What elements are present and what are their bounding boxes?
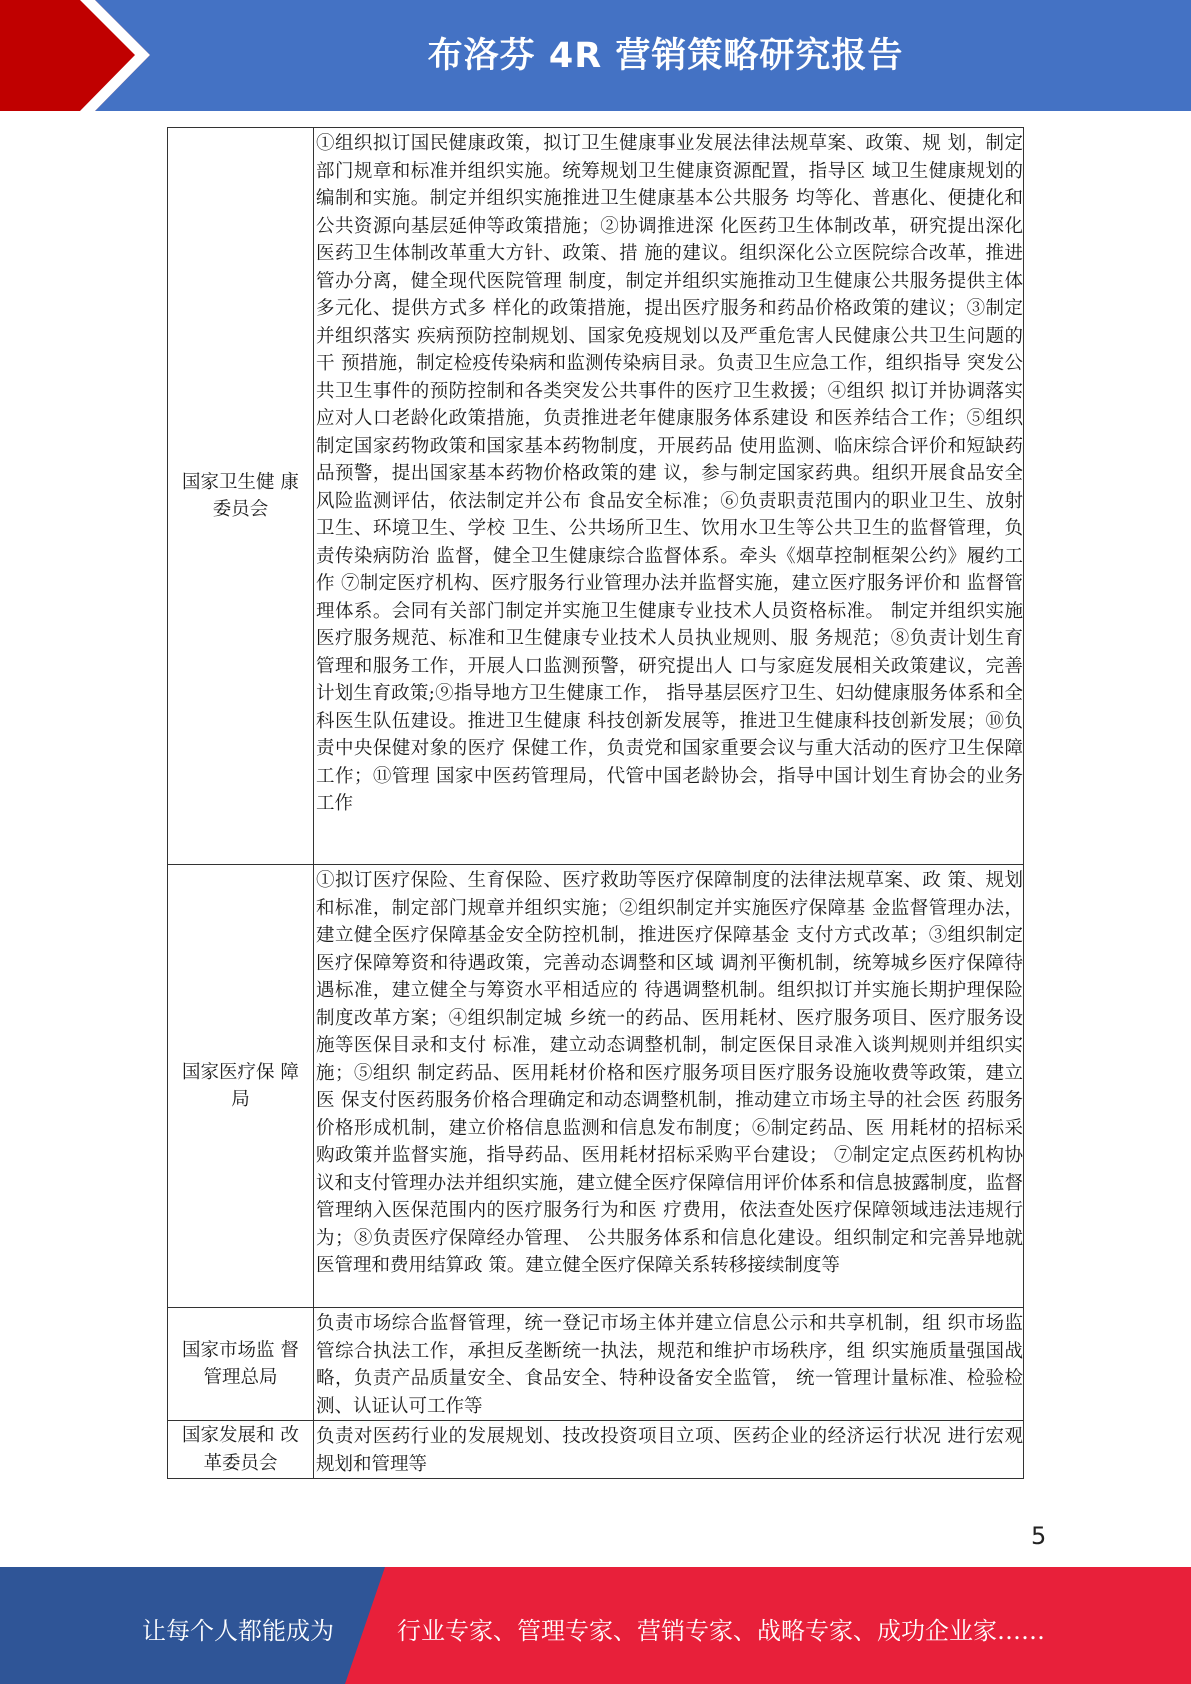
org-name-cell: 国家发展和 改革委员会: [168, 1421, 314, 1479]
header-red-arrow: [0, 0, 150, 111]
table-row: [168, 1308, 1024, 1421]
duty-cell: ①拟订医疗保险、生育保险、医疗救助等医疗保障制度的法律法规草案、政 策、规划和标准，制定部门规章并组织实施；②组织制定并实施医疗保障基 金监督管理办法，建立健全医疗保障基金安全防控机制，推进医疗保障基金 支付方式改革；③组织制定医疗保障筹资和待遇政策，完善动态调整和区域 调剂平衡机制，统筹城乡医疗保障待遇标准，建立健全与筹资水平相适应的 待遇调整机制。组织拟订并实施长期护理保险制度改革方案；④组织制定城 乡统一的药品、医用耗材、医疗服务项目、医疗服务设施等医保目录和支付 标准，建立动态调整机制，制定医保目录准入谈判规则并组织实施；⑤组织 制定药品、医用耗材价格和医疗服务项目医疗服务设施收费等政策，建立医 保支付医药服务价格合理确定和动态调整机制，推动建立市场主导的社会医 药服务价格形成机制，建立价格信息监测和信息发布制度；⑥制定药品、医 用耗材的招标采购政策并监督实施，指导药品、医用耗材招标采购平台建设； ⑦制定定点医药机构协议和支付管理办法并组织实施，建立健全医疗保障信用评价体系和信息披露制度，监督管理纳入医保范围内的医疗服务行为和医 疗费用，依法查处医疗保障领域违法违规行为；⑧负责医疗保障经办管理、 公共服务体系和信息化建设。组织制定和完善异地就医管理和费用结算政 策。建立健全医疗保障关系转移接续制度等: [314, 865, 1024, 1308]
duty-cell: 负责对医药行业的发展规划、技改投资项目立项、医药企业的经济运行状况 进行宏观规划和管理等: [314, 1421, 1024, 1479]
org-name-cell: 国家医疗保 障局: [168, 865, 314, 1308]
page-number: 5: [1031, 1522, 1047, 1550]
table-row: [168, 865, 1024, 1308]
duty-cell: ①组织拟订国民健康政策，拟订卫生健康事业发展法律法规草案、政策、规 划，制定部门规章和标准并组织实施。统筹规划卫生健康资源配置，指导区 域卫生健康规划的编制和实施。制定并组织实施推进卫生健康基本公共服务 均等化、普惠化、便捷化和公共资源向基层延伸等政策措施；②协调推进深 化医药卫生体制改革，研究提出深化医药卫生体制改革重大方针、政策、措 施的建议。组织深化公立医院综合改革，推进管办分离，健全现代医院管理 制度，制定并组织实施推动卫生健康公共服务提供主体多元化、提供方式多 样化的政策措施，提出医疗服务和药品价格政策的建议；③制定并组织落实 疾病预防控制规划、国家免疫规划以及严重危害人民健康公共卫生问题的干 预措施，制定检疫传染病和监测传染病目录。负责卫生应急工作，组织指导 突发公共卫生事件的预防控制和各类突发公共事件的医疗卫生救援；④组织 拟订并协调落实应对人口老龄化政策措施，负责推进老年健康服务体系建设 和医养结合工作；⑤组织制定国家药物政策和国家基本药物制度，开展药品 使用监测、临床综合评价和短缺药品预警，提出国家基本药物价格政策的建 议，参与制定国家药典。组织开展食品安全风险监测评估，依法制定并公布 食品安全标准；⑥负责职责范围内的职业卫生、放射卫生、环境卫生、学校 卫生、公共场所卫生、饮用水卫生等公共卫生的监督管理，负责传染病防治 监督，健全卫生健康综合监督体系。牵头《烟草控制框架公约》履约工作 ⑦制定医疗机构、医疗服务行业管理办法并监督实施，建立医疗服务评价和 监督管理体系。会同有关部门制定并实施卫生健康专业技术人员资格标准。 制定并组织实施医疗服务规范、标准和卫生健康专业技术人员执业规则、服 务规范；⑧负责计划生育管理和服务工作，开展人口监测预警，研究提出人 口与家庭发展相关政策建议，完善计划生育政策;⑨指导地方卫生健康工作， 指导基层医疗卫生、妇幼健康服务体系和全科医生队伍建设。推进卫生健康 科技创新发展等，推进卫生健康科技创新发展；⑩负责中央保健对象的医疗 保健工作，负责党和国家重要会议与重大活动的医疗卫生保障工作；⑪管理 国家中医药管理局，代管中国老龄协会，指导中国计划生育协会的业务工作: [314, 128, 1024, 865]
table-row: [168, 1421, 1024, 1479]
table-row: [168, 128, 1024, 865]
report-title: 布洛芬 4R 营销策略研究报告: [427, 36, 904, 76]
footer-slogan-right: 行业专家、管理专家、营销专家、战略专家、成功企业家……: [397, 1617, 1045, 1645]
responsibility-table-wrap: [167, 127, 1024, 1479]
header-banner: [0, 0, 1191, 111]
footer-slogan-left: 让每个人都能成为: [142, 1617, 334, 1645]
org-name-cell: 国家卫生健 康委员会: [168, 128, 314, 865]
org-name-cell: 国家市场监 督管理总局: [168, 1308, 314, 1421]
footer-banner: [0, 1567, 1191, 1684]
duty-cell: 负责市场综合监督管理，统一登记市场主体并建立信息公示和共享机制，组 织市场监管综合执法工作，承担反垄断统一执法，规范和维护市场秩序，组 织实施质量强国战略，负责产品质量安全、食品安全、特种设备安全监管， 统一管理计量标准、检验检测、认证认可工作等: [314, 1308, 1024, 1421]
responsibility-table: [167, 127, 1024, 1479]
